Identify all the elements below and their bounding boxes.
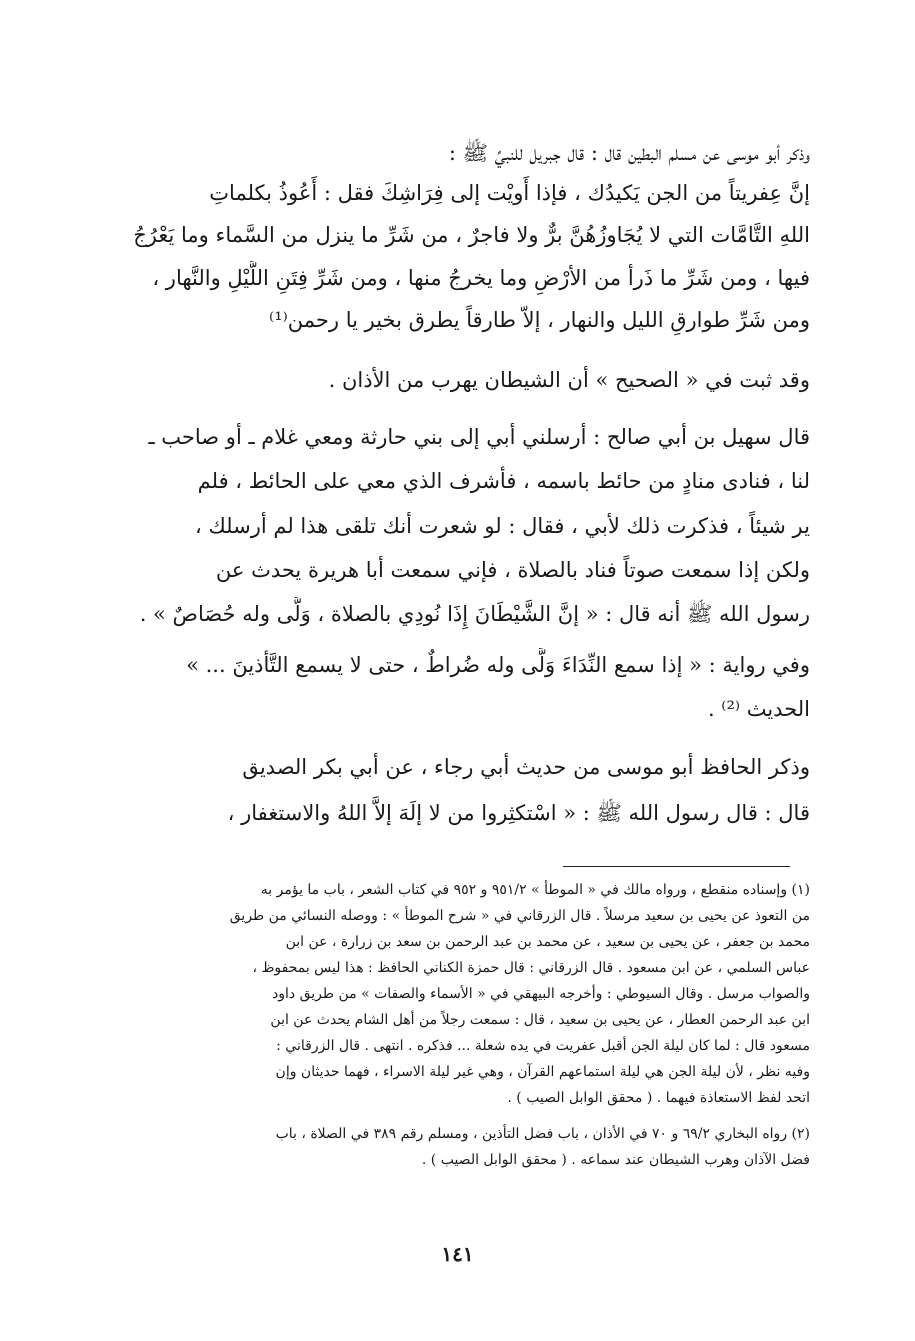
body-line-14: وذكر الحافظ أبو موسى من حديث أبي رجاء ، عن أبي بكر الصديق xyxy=(242,755,810,779)
body-line-4: فيها ، ومن شَرِّ ما ذَرأ من الأرْضِ وما يخرجُ منها ، ومن شَرِّ فِتَنِ اللَّيْلِ والنَّهار ، xyxy=(152,266,810,290)
footnote-divider xyxy=(563,866,790,867)
body-line-13: الحديث ⁽²⁾ . xyxy=(707,697,810,721)
body-line-6: وقد ثبت في « الصحيح » أن الشيطان يهرب من الأذان . xyxy=(328,368,810,392)
footnote-line-11: فضل الآذان وهرب الشيطان عند سماعه . ( محقق الوابل الصيب ) . xyxy=(421,1152,810,1168)
footnote-line-10: (٢) رواه البخاري ٦٩/٢ و ٧٠ في الأذان ، باب فضل التأذين ، ومسلم رقم ٣٨٩ في الصلاة ، باب xyxy=(275,1126,810,1142)
body-line-10: ولكن إذا سمعت صوتاً فناد بالصلاة ، فإني سمعت أبا هريرة يحدث عن xyxy=(215,558,810,582)
footnote-line-9: اتحد لفظ الاستعاذة فيهما . ( محقق الوابل الصيب ) . xyxy=(507,1090,810,1106)
footnote-line-4: عباس السلمي ، عن ابن مسعود . قال الزرقاني : قال حمزة الكناني الحافظ : هذا ليس بمحفوظ ، xyxy=(252,960,810,976)
body-line-8: لنا ، فنادى منادٍ من حائط باسمه ، فأشرف الذي معي على الحائط ، فلم xyxy=(197,469,810,493)
footnote-line-5: والصواب مرسل . وقال السيوطي : وأخرجه البيهقي في « الأسماء والصفات » من طريق داود xyxy=(272,986,810,1002)
body-line-12: وفي رواية : « إذا سمع النِّدَاءَ وَلَّى وله ضُراطٌ ، حتى لا يسمع التَّأذينَ ... » xyxy=(186,653,810,677)
body-line-11: رسول الله ﷺ أنه قال : « إنَّ الشَّيْطَانَ إِذَا نُودِي بالصلاة ، وَلَّى وله حُصَاصٌ » . xyxy=(139,602,810,626)
footnote-line-7: مسعود قال : لما كان ليلة الجن أقبل عفريت في يده شعلة ... فذكره . انتهى . قال الزرقاني : xyxy=(276,1038,810,1054)
page-number: ١٤١ xyxy=(441,1242,474,1266)
footnote-line-8: وفيه نظر ، لأن ليلة الجن هي ليلة استماعهم القرآن ، وهي غير ليلة الاسراء ، فهما حديثان وإن xyxy=(275,1064,810,1080)
body-line-2: إنَّ عِفريتاً من الجن يَكيدُك ، فإذا أَويْت إلى فِرَاشِكَ فقل : أَعُوذُ بكلماتِ xyxy=(209,181,810,205)
footnote-line-2: من التعوذ عن يحيى بن سعيد مرسلاً . قال الزرقاني في « شرح الموطأ » : ووصله النسائي من طريق xyxy=(229,908,810,924)
body-line-7: قال سهيل بن أبي صالح : أرسلني أبي إلى بني حارثة ومعي غلام ـ أو صاحب ـ xyxy=(148,425,810,449)
body-line-3: اللهِ التَّامَّات التي لا يُجَاوزُهُنَّ برٌّ ولا فاجرٌ ، من شَرِّ ما ينزل من السَّماء وما يَعْرُجُ xyxy=(133,223,810,247)
body-line-5: ومن شَرِّ طوارقِ الليل والنهار ، إلاّ طارقاً يطرق بخير يا رحمن⁽¹⁾ xyxy=(269,308,810,332)
footnote-line-6: ابن عبد الرحمن العطار ، عن يحيى بن سعيد ، قال : سمعت رجلاً من أهل الشام يحدث عن ابن xyxy=(270,1012,810,1028)
body-line-9: ير شيئاً ، فذكرت ذلك لأبي ، فقال : لو شعرت أنك تلقى هذا لم أرسلك ، xyxy=(195,514,810,538)
body-line-15: قال : قال رسول الله ﷺ : « اسْتكثِروا من لا إلَهَ إلاَّ اللهُ والاستغفار ، xyxy=(227,801,810,825)
footnote-line-3: محمد بن جعفر ، عن يحيى بن سعيد ، عن محمد بن عبد الرحمن بن سعد بن زرارة ، عن ابن xyxy=(285,934,810,950)
footnote-line-1: (١) وإسناده منقطع ، ورواه مالك في « الموطأ » ٩٥١/٢ و ٩٥٢ في كتاب الشعر ، باب ما يؤمر به xyxy=(260,882,810,898)
body-line-1: وذكر أبو موسى عن مسلم البطين قال : قال جبريل للنبيِّ ﷺ : xyxy=(448,141,810,165)
